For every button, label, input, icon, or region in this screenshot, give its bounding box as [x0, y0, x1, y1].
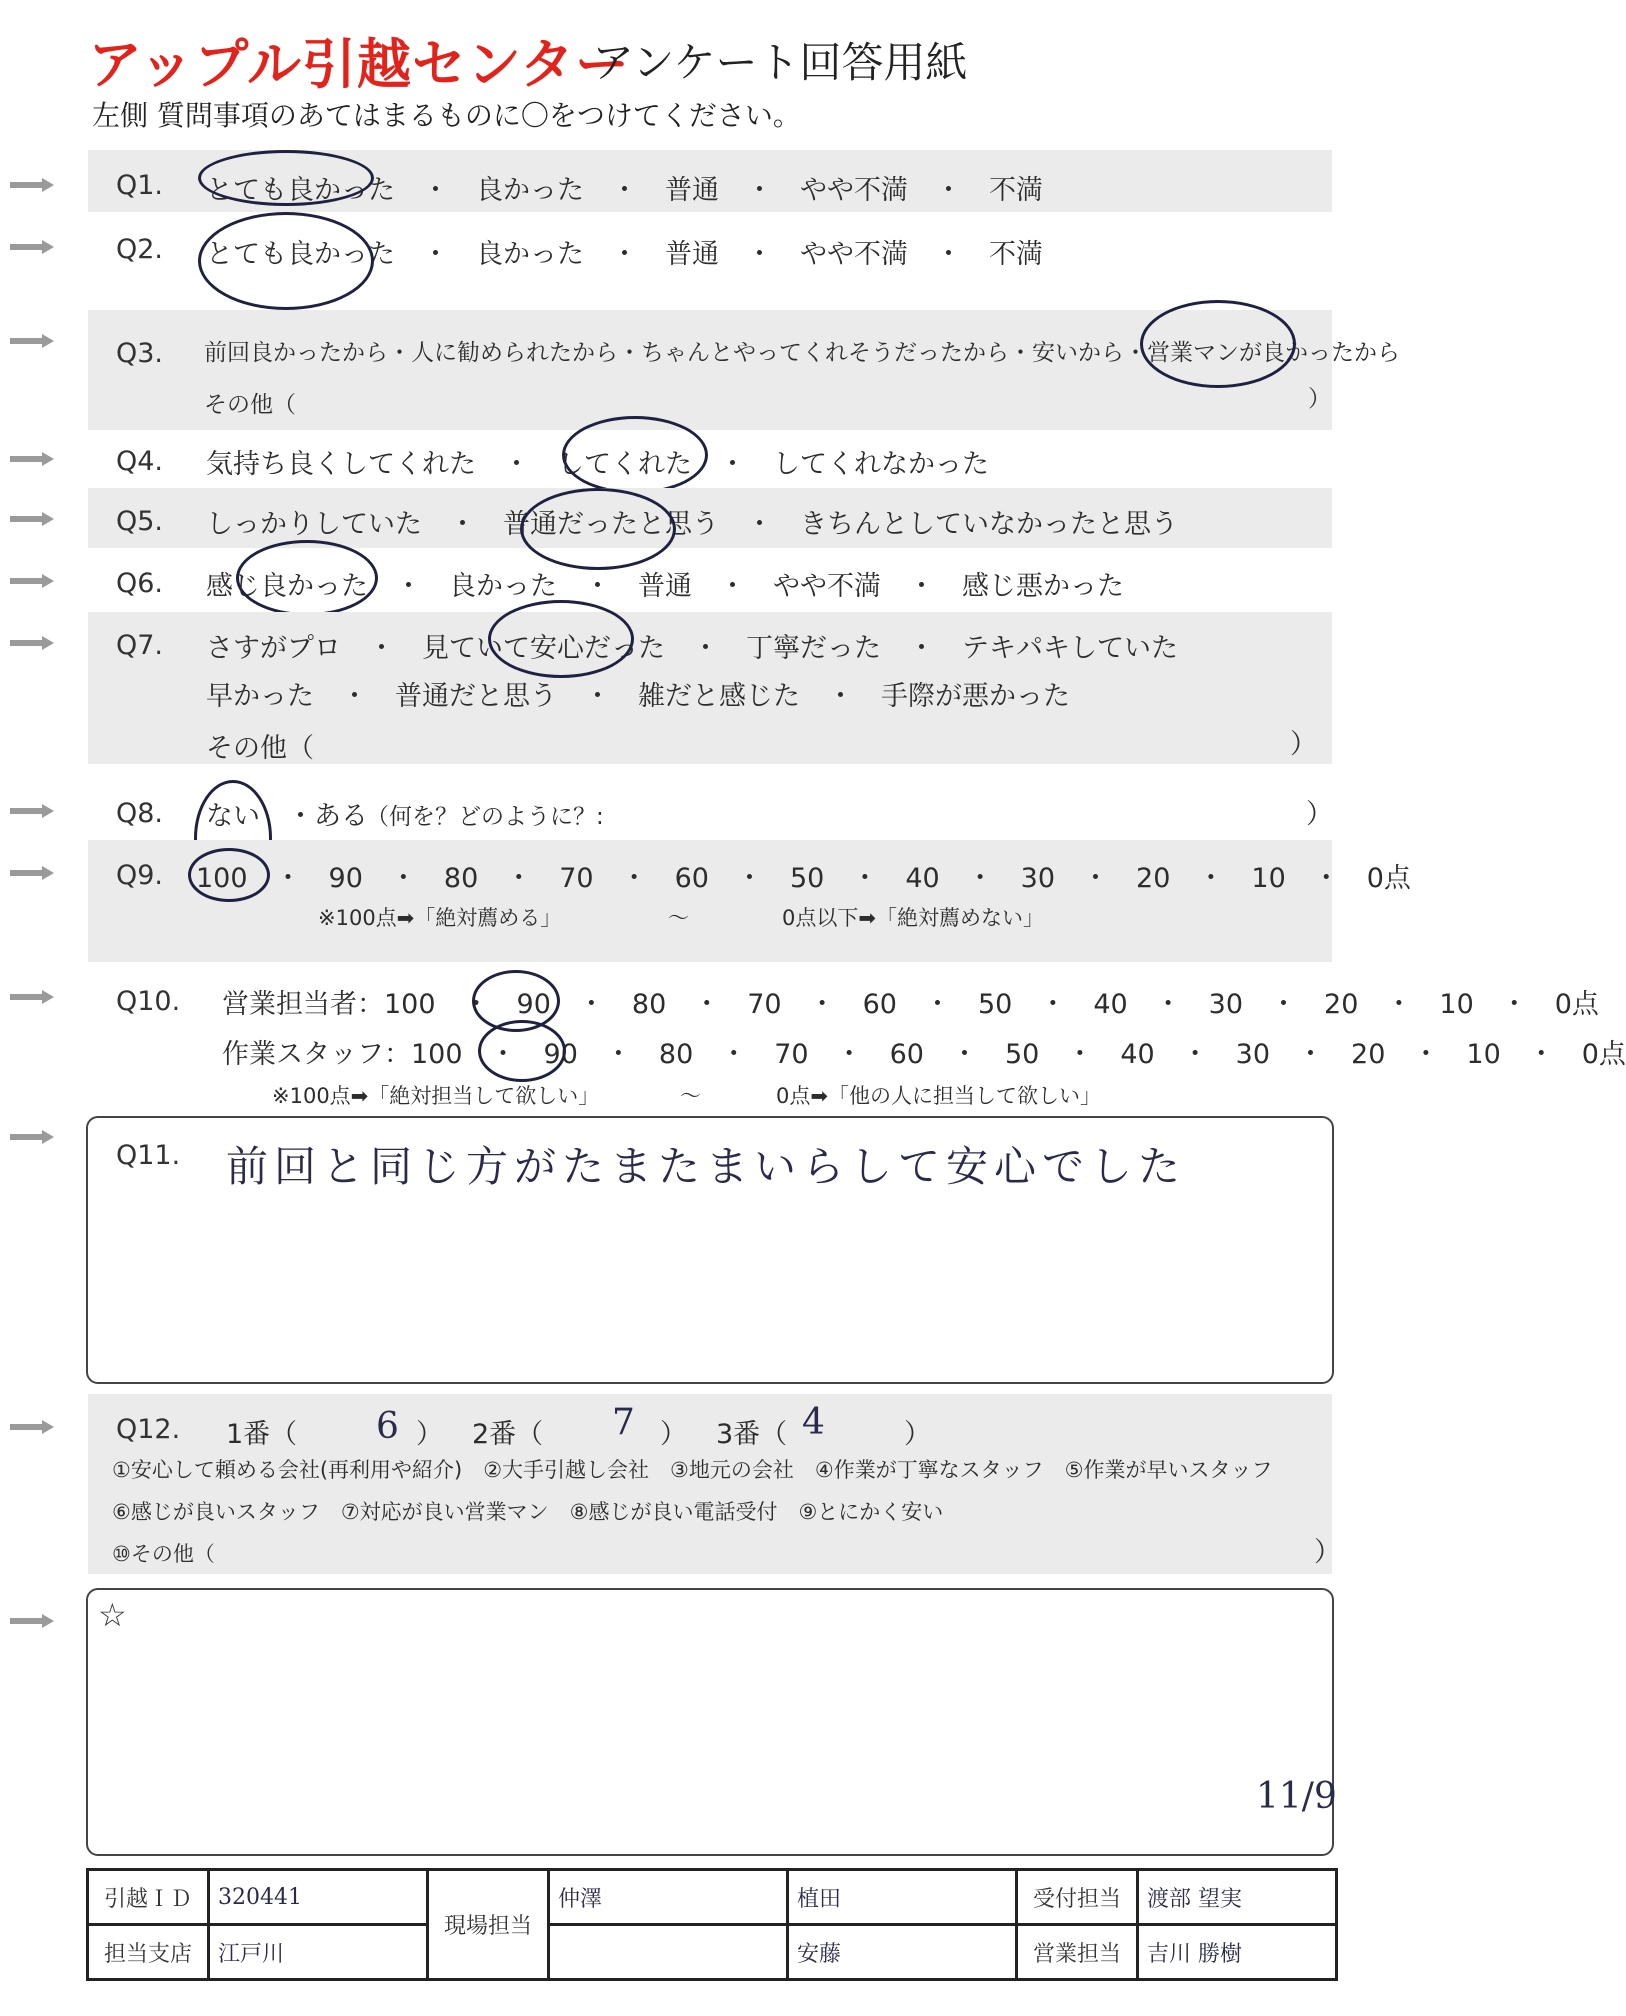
branch-value[interactable]: 江戸川 — [209, 1925, 428, 1980]
q12-rank1-close: ） — [416, 1419, 443, 1450]
q5-options[interactable]: しっかりしていた ・ 普通だったと思う ・ きちんとしていなかったと思う — [206, 509, 1178, 540]
arrow-icon — [10, 512, 56, 526]
q6-number: Q6. — [116, 568, 164, 599]
comment-box[interactable] — [86, 1588, 1334, 1856]
q7-number: Q7. — [116, 630, 164, 661]
q10-number: Q10. — [116, 986, 181, 1017]
q12-rank1-label: 1番（ — [226, 1419, 298, 1450]
q2-answer-circle — [198, 212, 374, 310]
reception-label: 受付担当 — [1017, 1870, 1138, 1925]
instruction-text: 左側 質問事項のあてはまるものに〇をつけてください。 — [92, 99, 801, 132]
arrow-icon — [10, 1130, 56, 1144]
q7-options-line2[interactable]: 早かった ・ 普通だと思う ・ 雑だと感じた ・ 手際が悪かった — [206, 681, 1070, 712]
q9-note-left: ※100点➡「絶対薦める」 — [318, 906, 562, 930]
sales-label: 営業担当 — [1017, 1925, 1138, 1980]
arrow-icon — [10, 804, 56, 818]
q1-options[interactable]: とても良かった ・ 良かった ・ 普通 ・ やや不満 ・ 不満 — [206, 175, 1043, 206]
q8-detail-label: （何を？どのように？: — [366, 804, 604, 830]
q10-note-right: 0点➡「他の人に担当して欲しい」 — [776, 1084, 1101, 1108]
comment-date: 11/9 — [1256, 1776, 1337, 1817]
q1-answer-circle — [198, 150, 374, 206]
q7-answer-circle — [488, 600, 634, 678]
q10-staff-answer-circle — [478, 1020, 566, 1082]
arrow-icon — [10, 990, 56, 1004]
q12-rank2-label: 2番（ — [472, 1419, 544, 1450]
q12-rank3-label: 3番（ — [716, 1419, 788, 1450]
q6-answer-circle — [236, 540, 378, 616]
q12-choices-line2: ⑥感じが良いスタッフ ⑦対応が良い営業マン ⑧感じが良い電話受付 ⑨とにかく安い — [112, 1500, 944, 1524]
q9-note-right: 0点以下➡「絶対薦めない」 — [782, 906, 1044, 930]
arrow-icon — [10, 636, 56, 650]
q2-number: Q2. — [116, 234, 164, 265]
site-staff-label: 現場担当 — [428, 1870, 549, 1980]
site-staff-empty[interactable] — [549, 1925, 788, 1980]
sales-staff[interactable]: 吉川 勝樹 — [1138, 1925, 1337, 1980]
arrow-icon — [10, 1420, 56, 1434]
q10-note-left: ※100点➡「絶対担当して欲しい」 — [272, 1084, 600, 1108]
q10-sales-scale[interactable]: 営業担当者：100 ・ 90 ・ 80 ・ 70 ・ 60 ・ 50 ・ 40 ・ 30 ・ 20 ・ 10 ・ 0点 — [222, 989, 1599, 1020]
site-staff-1[interactable]: 仲澤 — [549, 1870, 788, 1925]
q6-options[interactable]: 感じ良かった ・ 良かった ・ 普通 ・ やや不満 ・ 感じ悪かった — [206, 571, 1124, 602]
branch-label: 担当支店 — [88, 1925, 209, 1980]
arrow-icon — [10, 334, 56, 348]
q12-rank2-value[interactable]: 7 — [612, 1402, 635, 1443]
q11-number: Q11. — [116, 1140, 181, 1171]
q1-number: Q1. — [116, 170, 164, 201]
q3-number: Q3. — [116, 338, 164, 369]
q3-other-label: その他（ — [204, 392, 296, 418]
arrow-icon — [10, 866, 56, 880]
q4-number: Q4. — [116, 446, 164, 477]
move-id-label: 引越ＩＤ — [88, 1870, 209, 1925]
move-id-value[interactable]: 320441 — [209, 1870, 428, 1925]
q12-choices-line1: ①安心して頼める会社(再利用や紹介) ②大手引越し会社 ③地元の会社 ④作業が丁寧なスタッフ ⑤作業が早いスタッフ — [112, 1458, 1273, 1482]
brand-title: アップル引越センター — [88, 33, 630, 96]
q5-number: Q5. — [116, 506, 164, 537]
q4-options[interactable]: 気持ち良くしてくれた ・ してくれた ・ してくれなかった — [206, 449, 989, 480]
staff-table — [86, 1868, 1338, 1981]
q10-note-mid: 〜 — [680, 1084, 701, 1108]
q2-options[interactable]: とても良かった ・ 良かった ・ 普通 ・ やや不満 ・ 不満 — [206, 239, 1043, 270]
q9-note-mid: 〜 — [668, 906, 689, 930]
q3-options[interactable]: 前回良かったから・人に勧められたから・ちゃんとやってくれそうだったから・安いから・営業マンが良かったから — [204, 340, 1400, 366]
q7-other-close: ） — [1290, 729, 1317, 760]
q7-other-label: その他（ — [206, 733, 314, 764]
q8-detail-close: ） — [1306, 799, 1333, 830]
q12-number: Q12. — [116, 1414, 181, 1445]
q12-other-label: ⑩その他（ — [112, 1542, 215, 1566]
site-staff-2[interactable]: 植田 — [788, 1870, 1017, 1925]
form-subtitle: アンケート回答用紙 — [592, 38, 968, 87]
arrow-icon — [10, 240, 56, 254]
q12-rank2-close: ） — [660, 1419, 687, 1450]
reception-staff[interactable]: 渡部 望実 — [1138, 1870, 1337, 1925]
q12-rank3-value[interactable]: 4 — [802, 1402, 825, 1443]
q8-number: Q8. — [116, 798, 164, 829]
q12-rank1-value[interactable]: 6 — [376, 1406, 399, 1447]
site-staff-3[interactable]: 安藤 — [788, 1925, 1017, 1980]
arrow-icon — [10, 178, 56, 192]
q9-number: Q9. — [116, 860, 164, 891]
q12-other-close: ） — [1314, 1537, 1341, 1568]
q10-staff-scale[interactable]: 作業スタッフ：100 ・ 90 ・ 80 ・ 70 ・ 60 ・ 50 ・ 40 ・ 30 ・ 20 ・ 10 ・ 0点 — [222, 1039, 1626, 1070]
q3-other-close: ） — [1308, 386, 1331, 412]
q5-answer-circle — [520, 488, 676, 570]
arrow-icon — [10, 574, 56, 588]
q9-answer-circle — [188, 848, 270, 902]
q3-answer-circle — [1140, 300, 1296, 388]
q8-options[interactable]: ない ・ある — [206, 801, 368, 832]
q4-answer-circle — [562, 416, 708, 494]
arrow-icon — [10, 452, 56, 466]
q7-options-line1[interactable]: さすがプロ ・ 見ていて安心だった ・ 丁寧だった ・ テキパキしていた — [206, 633, 1178, 664]
star-icon: ☆ — [98, 1596, 127, 1634]
q9-scale[interactable]: 100 ・ 90 ・ 80 ・ 70 ・ 60 ・ 50 ・ 40 ・ 30 ・ 20 ・ 10 ・ 0点 — [196, 863, 1411, 894]
q12-rank3-close: ） — [904, 1419, 931, 1450]
arrow-icon — [10, 1614, 56, 1628]
q11-answer-text: 前回と同じ方がたまたまいらして安心でした — [226, 1142, 1187, 1191]
